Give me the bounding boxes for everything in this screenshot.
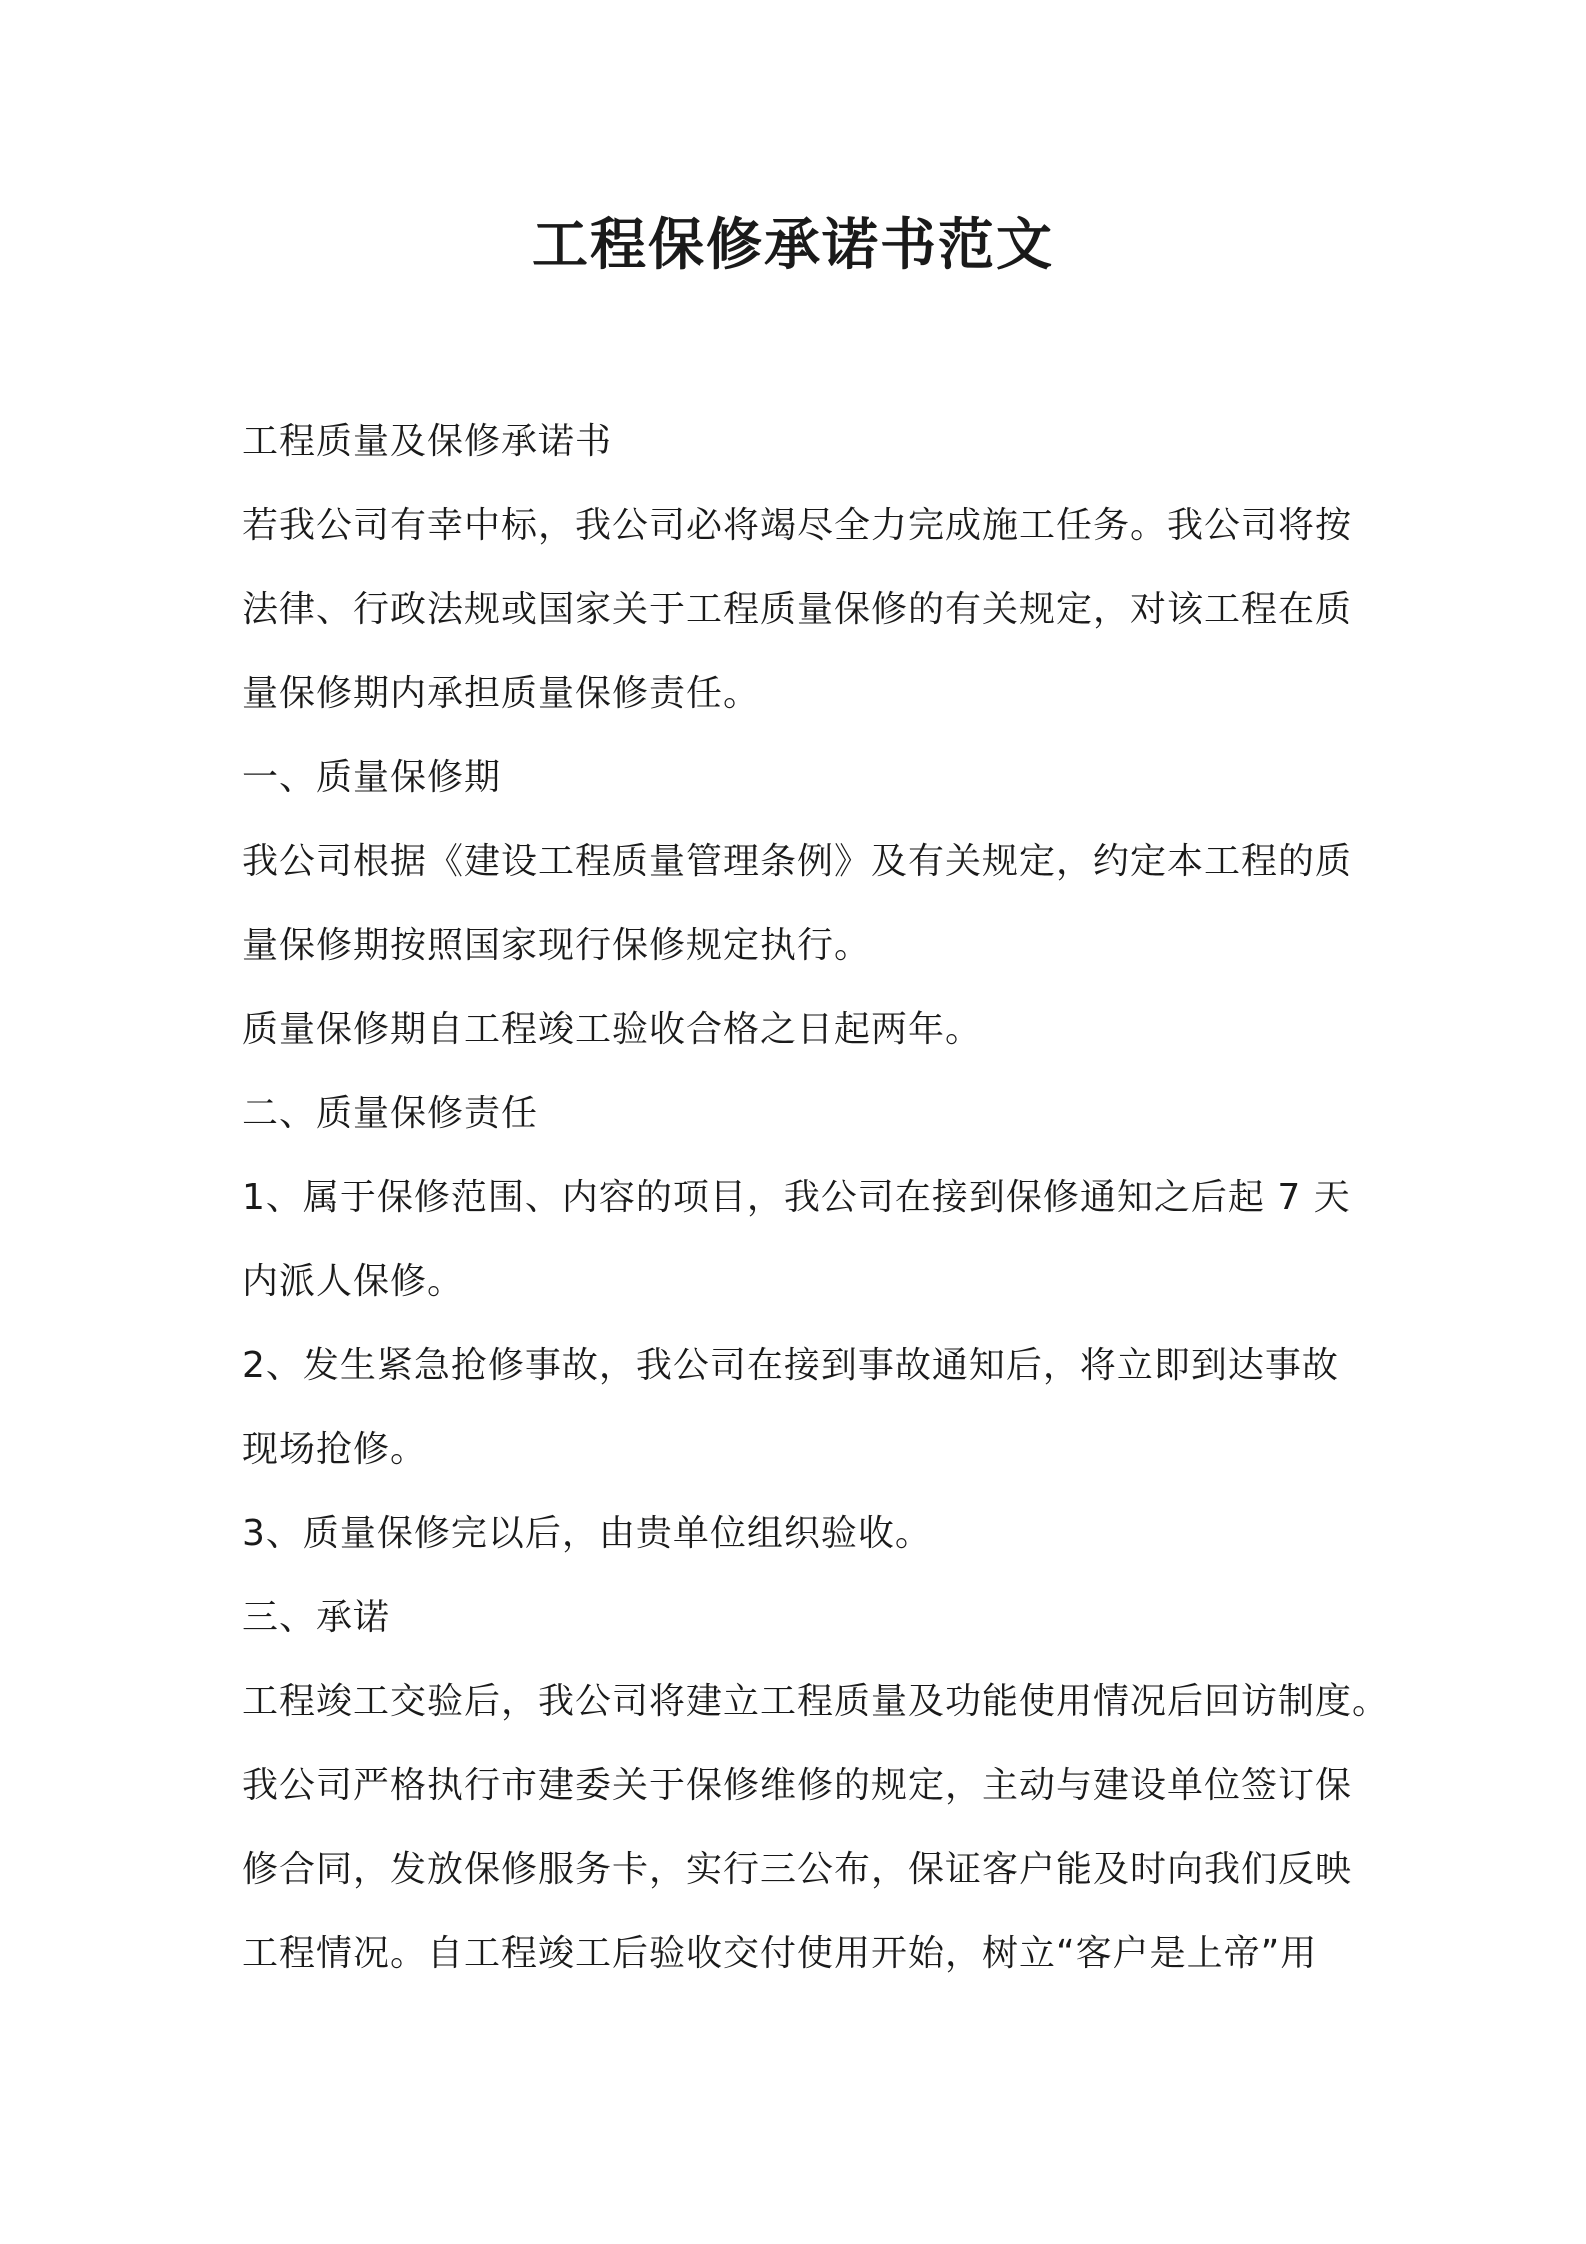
- paragraph-line: 2、发生紧急抢修事故，我公司在接到事故通知后，将立即到达事故: [242, 1345, 1339, 1386]
- paragraph-line: 工程竣工交验后，我公司将建立工程质量及功能使用情况后回访制度。: [242, 1681, 1390, 1722]
- paragraph-line: 我公司严格执行市建委关于保修维修的规定，主动与建设单位签订保: [242, 1765, 1353, 1806]
- paragraph-line: 质量保修期自工程竣工验收合格之日起两年。: [242, 1009, 983, 1050]
- paragraph-line: 法律、行政法规或国家关于工程质量保修的有关规定，对该工程在质: [242, 589, 1353, 630]
- paragraph-line: 工程情况。自工程竣工后验收交付使用开始，树立“客户是上帝”用: [242, 1933, 1318, 1974]
- paragraph-line: 3、质量保修完以后，由贵单位组织验收。: [242, 1513, 932, 1554]
- paragraph-line: 我公司根据《建设工程质量管理条例》及有关规定，约定本工程的质: [242, 841, 1353, 882]
- subtitle: 工程质量及保修承诺书: [242, 421, 613, 462]
- paragraph-line: 1、属于保修范围、内容的项目，我公司在接到保修通知之后起 7 天: [242, 1177, 1351, 1218]
- section-heading: 二、质量保修责任: [242, 1093, 539, 1134]
- document-body: [242, 400, 1390, 1996]
- paragraph-line: 量保修期按照国家现行保修规定执行。: [242, 925, 872, 966]
- paragraph-line: 量保修期内承担质量保修责任。: [242, 673, 761, 714]
- paragraph-line: 修合同，发放保修服务卡，实行三公布，保证客户能及时向我们反映: [242, 1849, 1353, 1890]
- paragraph-line: 若我公司有幸中标，我公司必将竭尽全力完成施工任务。我公司将按: [242, 505, 1353, 546]
- section-heading: 三、承诺: [242, 1597, 391, 1638]
- document-title: 工程保修承诺书范文: [532, 213, 1054, 278]
- section-heading: 一、质量保修期: [242, 757, 502, 798]
- paragraph-line: 现场抢修。: [242, 1429, 428, 1470]
- paragraph-line: 内派人保修。: [242, 1261, 465, 1302]
